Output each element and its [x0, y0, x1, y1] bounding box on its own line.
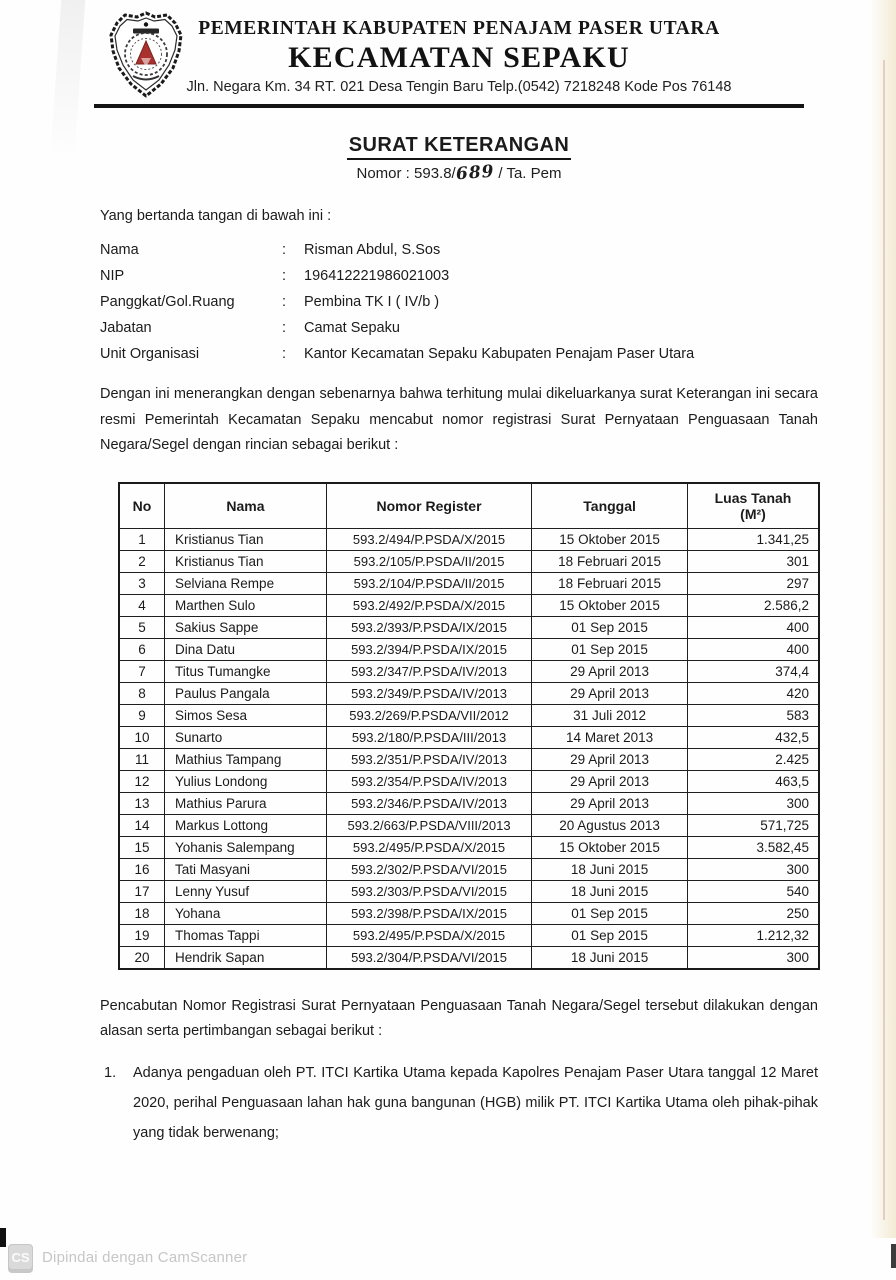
cell-no: 15: [119, 837, 165, 859]
cell-nama: Marthen Sulo: [165, 595, 327, 617]
officer-details: [100, 237, 818, 367]
col-header-luas: [687, 483, 819, 529]
table-row: [119, 529, 819, 551]
cell-tanggal: 29 April 2013: [532, 749, 688, 771]
cell-nama: Mathius Tampang: [165, 749, 327, 771]
cell-tanggal: 29 April 2013: [532, 661, 688, 683]
cell-luas: 300: [687, 793, 819, 815]
letterhead-divider: [94, 104, 804, 108]
officer-detail-row: [100, 263, 818, 289]
col-header-register: Nomor Register: [326, 483, 531, 529]
cell-tanggal: 01 Sep 2015: [532, 639, 688, 661]
cell-no: 1: [119, 529, 165, 551]
document-title: SURAT KETERANGAN: [347, 134, 571, 160]
government-name: PEMERINTAH KABUPATEN PENAJAM PASER UTARA: [198, 18, 720, 39]
cell-register: 593.2/347/P.PSDA/IV/2013: [326, 661, 531, 683]
cell-nama: Thomas Tappi: [165, 925, 327, 947]
cell-luas: 297: [687, 573, 819, 595]
cell-no: 10: [119, 727, 165, 749]
district-name: KECAMATAN SEPAKU: [288, 41, 630, 74]
cell-tanggal: 29 April 2013: [532, 683, 688, 705]
cell-nama: Selviana Rempe: [165, 573, 327, 595]
reasons-list: [104, 1058, 818, 1148]
cell-nama: Lenny Yusuf: [165, 881, 327, 903]
cell-tanggal: 15 Oktober 2015: [532, 529, 688, 551]
cell-nama: Paulus Pangala: [165, 683, 327, 705]
cell-luas: 1.212,32: [687, 925, 819, 947]
cell-register: 593.2/304/P.PSDA/VI/2015: [326, 947, 531, 969]
cell-no: 14: [119, 815, 165, 837]
register-table: [118, 482, 820, 970]
cell-tanggal: 01 Sep 2015: [532, 903, 688, 925]
cell-register: 593.2/492/P.PSDA/X/2015: [326, 595, 531, 617]
officer-detail-colon: :: [282, 320, 287, 336]
cell-register: 593.2/351/P.PSDA/IV/2013: [326, 749, 531, 771]
cell-register: 593.2/394/P.PSDA/IX/2015: [326, 639, 531, 661]
cell-luas: 2.425: [687, 749, 819, 771]
cell-no: 12: [119, 771, 165, 793]
camscanner-footer: [8, 1244, 247, 1270]
cell-nama: Simos Sesa: [165, 705, 327, 727]
cell-register: 593.2/495/P.PSDA/X/2015: [326, 837, 531, 859]
officer-detail-value: Kantor Kecamatan Sepaku Kabupaten Penajam Paser Utara: [304, 346, 695, 362]
regency-shield-logo-icon: [106, 10, 186, 100]
cell-tanggal: 18 Februari 2015: [532, 573, 688, 595]
cell-tanggal: 20 Agustus 2013: [532, 815, 688, 837]
cell-nama: Sunarto: [165, 727, 327, 749]
cell-nama: Yohanis Salempang: [165, 837, 327, 859]
cell-nama: Sakius Sappe: [165, 617, 327, 639]
cell-no: 17: [119, 881, 165, 903]
cell-luas: 400: [687, 617, 819, 639]
table-row: [119, 881, 819, 903]
cell-no: 5: [119, 617, 165, 639]
camscanner-logo-icon: CS: [8, 1244, 33, 1270]
table-row: [119, 617, 819, 639]
officer-detail-value: Risman Abdul, S.Sos: [304, 242, 441, 258]
letter-page: [100, 0, 818, 1148]
cell-tanggal: 18 Juni 2015: [532, 881, 688, 903]
cell-nama: Mathius Parura: [165, 793, 327, 815]
officer-detail-label: Nama: [100, 242, 139, 258]
cell-no: 13: [119, 793, 165, 815]
cell-register: 593.2/393/P.PSDA/IX/2015: [326, 617, 531, 639]
list-item-text: Adanya pengaduan oleh PT. ITCI Kartika Utama kepada Kapolres Penajam Paser Utara tanggal 12 Maret 2020, perihal Penguasaan lahan hak guna bangunan (HGB) milik PT. ITCI Kartika Utama oleh pihak-pihak yang tidak berwenang;: [133, 1064, 818, 1141]
col-header-nama: Nama: [165, 483, 327, 529]
officer-detail-value: 196412221986021003: [304, 268, 450, 284]
cell-no: 11: [119, 749, 165, 771]
nomor-prefix: Nomor : 593.8/: [356, 165, 456, 182]
cell-register: 593.2/349/P.PSDA/IV/2013: [326, 683, 531, 705]
cell-nama: Yulius Londong: [165, 771, 327, 793]
camscanner-caption: Dipindai dengan CamScanner: [42, 1248, 248, 1266]
list-item-number: 1.: [104, 1064, 117, 1081]
cell-register: 593.2/354/P.PSDA/IV/2013: [326, 771, 531, 793]
table-row: [119, 793, 819, 815]
table-row: [119, 551, 819, 573]
cell-luas: 301: [687, 551, 819, 573]
cell-luas: 2.586,2: [687, 595, 819, 617]
cell-tanggal: 18 Februari 2015: [532, 551, 688, 573]
cell-tanggal: 29 April 2013: [532, 793, 688, 815]
officer-detail-row: [100, 315, 818, 341]
table-row: [119, 749, 819, 771]
statement-paragraph: Dengan ini menerangkan dengan sebenarnya bahwa terhitung mulai dikeluarkanya surat Keterangan ini secara resmi Pemerintah Kecamatan Sepaku mencabut nomor registrasi Surat Pernyataan Penguasaan Tanah Negara/Segel dengan rincian sebagai berikut :: [100, 386, 818, 453]
col-header-luas-line2: (M²): [740, 505, 766, 522]
cell-register: 593.2/269/P.PSDA/VII/2012: [326, 705, 531, 727]
cell-register: 593.2/105/P.PSDA/II/2015: [326, 551, 531, 573]
intro-line: Yang bertanda tangan di bawah ini :: [100, 208, 332, 224]
table-row: [119, 925, 819, 947]
cell-nama: Hendrik Sapan: [165, 947, 327, 969]
officer-detail-label: NIP: [100, 268, 125, 284]
cell-no: 9: [119, 705, 165, 727]
register-table-body: [119, 529, 819, 969]
col-header-no: No: [119, 483, 165, 529]
nomor-handwritten-digits: 689: [455, 161, 495, 185]
table-row: [119, 903, 819, 925]
cell-tanggal: 29 April 2013: [532, 771, 688, 793]
table-row: [119, 595, 819, 617]
officer-detail-label: Jabatan: [100, 320, 152, 336]
table-row: [119, 727, 819, 749]
cell-luas: 400: [687, 639, 819, 661]
cell-luas: 463,5: [687, 771, 819, 793]
cell-no: 20: [119, 947, 165, 969]
cell-no: 8: [119, 683, 165, 705]
cell-luas: 571,725: [687, 815, 819, 837]
cell-luas: 540: [687, 881, 819, 903]
cell-tanggal: 14 Maret 2013: [532, 727, 688, 749]
cell-nama: Yohana: [165, 903, 327, 925]
scan-fold-streak: [50, 0, 86, 161]
officer-detail-value: Pembina TK I ( IV/b ): [304, 294, 440, 310]
list-item: [104, 1058, 818, 1148]
revocation-paragraph: Pencabutan Nomor Registrasi Surat Pernyataan Penguasaan Tanah Negara/Segel tersebut dilakukan dengan alasan serta pertimbangan sebagai berikut :: [100, 997, 818, 1039]
cell-no: 4: [119, 595, 165, 617]
col-header-tanggal: Tanggal: [532, 483, 688, 529]
scan-corner-artifact: [0, 1228, 6, 1247]
officer-detail-row: [100, 237, 818, 263]
cell-no: 7: [119, 661, 165, 683]
nomor-suffix: / Ta. Pem: [494, 165, 562, 182]
cell-tanggal: 15 Oktober 2015: [532, 595, 688, 617]
scan-right-artifact: [891, 1244, 896, 1268]
cell-nama: Tati Masyani: [165, 859, 327, 881]
table-row: [119, 859, 819, 881]
cell-luas: 374,4: [687, 661, 819, 683]
officer-detail-colon: :: [282, 242, 287, 258]
officer-detail-value: Camat Sepaku: [304, 320, 400, 336]
cell-no: 18: [119, 903, 165, 925]
cell-no: 2: [119, 551, 165, 573]
letterhead-address: Jln. Negara Km. 34 RT. 021 Desa Tengin Baru Telp.(0542) 7218248 Kode Pos 76148: [186, 79, 732, 95]
officer-detail-colon: :: [282, 268, 287, 284]
cell-tanggal: 01 Sep 2015: [532, 617, 688, 639]
cell-tanggal: 01 Sep 2015: [532, 925, 688, 947]
table-row: [119, 837, 819, 859]
officer-detail-row: [100, 289, 818, 315]
cell-luas: 3.582,45: [687, 837, 819, 859]
table-row: [119, 573, 819, 595]
cell-register: 593.2/180/P.PSDA/III/2013: [326, 727, 531, 749]
cell-no: 6: [119, 639, 165, 661]
table-row: [119, 661, 819, 683]
officer-detail-label: Unit Organisasi: [100, 346, 200, 362]
table-row: [119, 947, 819, 969]
cell-tanggal: 18 Juni 2015: [532, 947, 688, 969]
officer-detail-row: [100, 341, 818, 367]
cell-luas: 583: [687, 705, 819, 727]
cell-register: 593.2/494/P.PSDA/X/2015: [326, 529, 531, 551]
table-row: [119, 815, 819, 837]
cell-register: 593.2/663/P.PSDA/VIII/2013: [326, 815, 531, 837]
letterhead: [100, 0, 818, 95]
cell-nama: Dina Datu: [165, 639, 327, 661]
cell-register: 593.2/302/P.PSDA/VI/2015: [326, 859, 531, 881]
cell-luas: 300: [687, 859, 819, 881]
cell-luas: 250: [687, 903, 819, 925]
table-header-row: [119, 483, 819, 529]
officer-detail-colon: :: [282, 346, 287, 362]
cell-nama: Titus Tumangke: [165, 661, 327, 683]
cell-no: 3: [119, 573, 165, 595]
cell-nama: Markus Lottong: [165, 815, 327, 837]
cell-luas: 432,5: [687, 727, 819, 749]
officer-detail-colon: :: [282, 294, 287, 310]
cell-no: 19: [119, 925, 165, 947]
document-number-line: [100, 163, 818, 183]
col-header-luas-line1: Luas Tanah: [714, 489, 792, 506]
cell-tanggal: 31 Juli 2012: [532, 705, 688, 727]
cell-luas: 300: [687, 947, 819, 969]
cell-register: 593.2/495/P.PSDA/X/2015: [326, 925, 531, 947]
table-row: [119, 639, 819, 661]
cell-nama: Kristianus Tian: [165, 551, 327, 573]
cell-luas: 420: [687, 683, 819, 705]
title-block: [100, 134, 818, 183]
officer-detail-label: Panggkat/Gol.Ruang: [100, 294, 235, 310]
cell-register: 593.2/346/P.PSDA/IV/2013: [326, 793, 531, 815]
table-row: [119, 771, 819, 793]
cell-no: 16: [119, 859, 165, 881]
table-row: [119, 705, 819, 727]
cell-tanggal: 15 Oktober 2015: [532, 837, 688, 859]
cell-register: 593.2/104/P.PSDA/II/2015: [326, 573, 531, 595]
cell-register: 593.2/303/P.PSDA/VI/2015: [326, 881, 531, 903]
scan-page-edge-line: [883, 60, 885, 1220]
cell-nama: Kristianus Tian: [165, 529, 327, 551]
cell-luas: 1.341,25: [687, 529, 819, 551]
cell-tanggal: 18 Juni 2015: [532, 859, 688, 881]
table-row: [119, 683, 819, 705]
cell-register: 593.2/398/P.PSDA/IX/2015: [326, 903, 531, 925]
